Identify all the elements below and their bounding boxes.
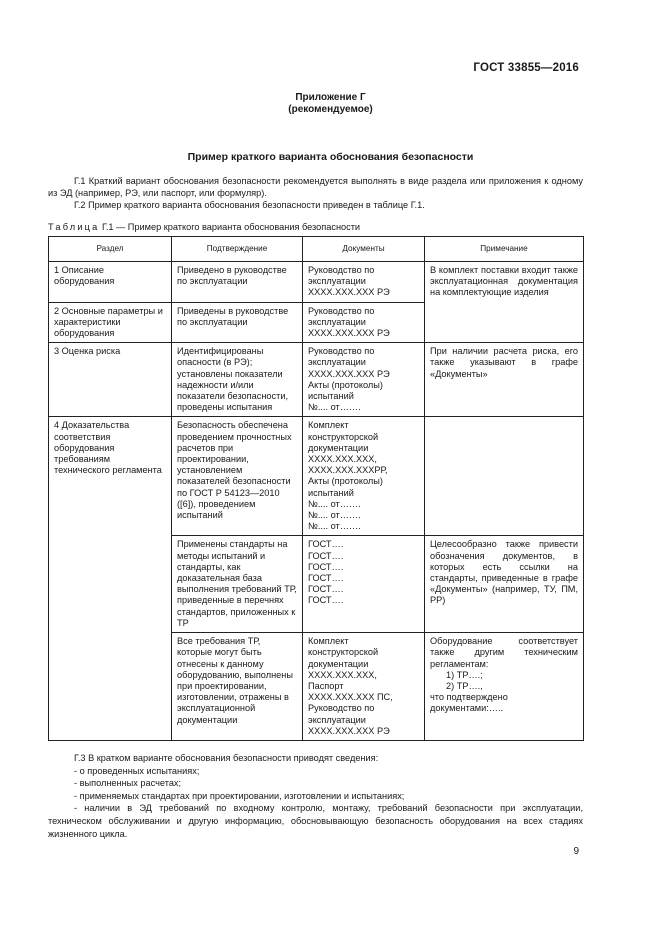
column-header-note: Примечание xyxy=(425,237,584,262)
table-row xyxy=(49,343,584,417)
table-row xyxy=(49,417,584,536)
document-line: №.... от……. xyxy=(308,510,361,521)
document-line: Руководство по эксплуатации xyxy=(308,305,375,327)
safety-justification-table xyxy=(48,236,584,741)
document-line: ГОСТ…. xyxy=(308,539,344,550)
cell-documents xyxy=(303,262,425,303)
page-number: 9 xyxy=(573,846,579,857)
table-caption xyxy=(48,222,360,232)
note-line: Оборудование соответствует также другим техническим регламентам: xyxy=(430,636,578,669)
column-header-documents: Документы xyxy=(303,237,425,262)
document-line: Паспорт xyxy=(308,680,344,691)
cell-section: 3 Оценка риска xyxy=(49,343,172,417)
document-line: ХХХХ.ХХХ.ХХХ РЭ xyxy=(308,287,390,298)
intro-paragraph: Г.1 Краткий вариант обоснования безопасности рекомендуется выполнять в виде раздела или приложения к одному из ЭД (например, РЭ, или паспорт, или формуляр). xyxy=(48,176,583,198)
cell-confirmation: Безопасность обеспечена проведением прочностных расчетов при проектировании, установлением показателей безопасности по ГОСТ Р 54123—2010 ([6]), проведением испытаний xyxy=(172,417,303,536)
document-line: №.... от……. xyxy=(308,498,361,509)
note-line: 2) ТР…., xyxy=(446,680,483,691)
document-line: Руководство по эксплуатации xyxy=(308,346,375,368)
appendix-title: Приложение Г xyxy=(295,92,366,103)
document-line: ХХХХ.ХХХ.ХХХ, xyxy=(308,454,377,465)
document-line: ХХХХ.ХХХ.ХХХ, xyxy=(308,669,377,680)
document-line: №.... от……. xyxy=(308,402,361,413)
document-line: ГОСТ…. xyxy=(308,595,344,606)
cell-section: 2 Основные параметры и характеристики оборудования xyxy=(49,302,172,343)
table-caption-prefix: Таблица xyxy=(48,222,100,232)
table-row xyxy=(49,262,584,303)
intro-paragraph: Г.2 Пример краткого варианта обоснования безопасности приведен в таблице Г.1. xyxy=(74,200,425,210)
document-line: Руководство по эксплуатации xyxy=(308,265,375,287)
cell-confirmation: Применены стандарты на методы испытаний и стандарты, как доказательная база выполнения требований ТР, приведенные в перечнях стандартов, приложенных к ТР xyxy=(172,536,303,633)
document-line: ГОСТ…. xyxy=(308,561,344,572)
cell-documents xyxy=(303,302,425,343)
column-header-section: Раздел xyxy=(49,237,172,262)
cell-section: 1 Описание оборудования xyxy=(49,262,172,303)
section-title: Пример краткого варианта обоснования безопасности xyxy=(187,151,474,163)
cell-note: При наличии расчета риска, его также указывают в графе «Документы» xyxy=(425,343,584,417)
document-line: ГОСТ…. xyxy=(308,573,344,584)
document-line: Комплект конструкторской документации xyxy=(308,420,379,453)
document-line: ХХХХ.ХХХ.ХХХ ПС, xyxy=(308,692,393,703)
document-line: ХХХХ.ХХХ.ХХХ РЭ xyxy=(308,368,390,379)
document-line: Акты (протоколы) испытаний xyxy=(308,379,383,402)
document-line: ГОСТ…. xyxy=(308,550,344,561)
list-item: - наличии в ЭД требований по входному контролю, монтажу, требований безопасности при эксплуатации, техническом обслуживании и другую информацию, обосновывающую безопасность оборудования на всех стадиях жизненного цикла. xyxy=(48,803,583,839)
document-line: ГОСТ…. xyxy=(308,584,344,595)
cell-confirmation: Все требования ТР, которые могут быть отнесены к данному оборудованию, выполнены при проектировании, изготовлении, отражены в эксплуатационной документации xyxy=(172,633,303,741)
intro-paragraphs xyxy=(48,175,583,211)
document-line: Акты (протоколы) испытаний xyxy=(308,476,383,498)
cell-confirmation: Приведены в руководстве по эксплуатации xyxy=(172,302,303,343)
closing-lead: Г.3 В кратком варианте обоснования безопасности приводят сведения: xyxy=(74,753,379,763)
column-header-confirmation: Подтверждение xyxy=(172,237,303,262)
document-line: ХХХХ.ХХХ.ХХХ РЭ xyxy=(308,328,390,339)
cell-documents xyxy=(303,417,425,536)
appendix-heading xyxy=(0,92,661,116)
cell-note xyxy=(425,417,584,536)
cell-documents xyxy=(303,633,425,741)
standard-code: ГОСТ 33855—2016 xyxy=(473,62,579,74)
table-caption-text: Г.1 — Пример краткого варианта обоснования безопасности xyxy=(99,222,361,232)
cell-section: 4 Доказательства соответствия оборудования требованиям технического регламента xyxy=(49,417,172,740)
closing-paragraphs xyxy=(48,752,583,840)
list-item: - применяемых стандартах при проектировании, изготовлении и испытаниях; xyxy=(74,790,405,801)
document-line: ХХХХ.ХХХ.ХХХРР, xyxy=(308,465,388,476)
document-line: Комплект конструкторской документации xyxy=(308,636,379,669)
list-item: - выполненных расчетах; xyxy=(74,778,182,789)
list-item: - о проведенных испытаниях; xyxy=(74,765,200,776)
cell-documents xyxy=(303,536,425,633)
document-line: Руководство по эксплуатации xyxy=(308,703,375,725)
table-header-row xyxy=(49,237,584,262)
document-line: №.... от……. xyxy=(308,521,361,532)
cell-documents xyxy=(303,343,425,417)
document-line: ХХХХ.ХХХ.ХХХ РЭ xyxy=(308,725,390,736)
cell-note: В комплект поставки входит также эксплуатационная документация на комплектующие изделия xyxy=(425,262,584,343)
cell-note xyxy=(425,633,584,741)
note-line: 1) ТР….; xyxy=(446,669,483,680)
note-line: что подтверждено документами:….. xyxy=(430,692,508,714)
cell-note: Целесообразно также привести обозначения документов, в которых есть ссылки на стандарты, приведенные в графе «Документы» (например, ТУ, ПМ, РР) xyxy=(425,536,584,633)
cell-confirmation: Приведено в руководстве по эксплуатации xyxy=(172,262,303,303)
cell-confirmation: Идентифицированы опасности (в РЭ); установлены показатели надежности и/или показатели безопасности, проведены испытания xyxy=(172,343,303,417)
appendix-status: (рекомендуемое) xyxy=(288,104,373,115)
